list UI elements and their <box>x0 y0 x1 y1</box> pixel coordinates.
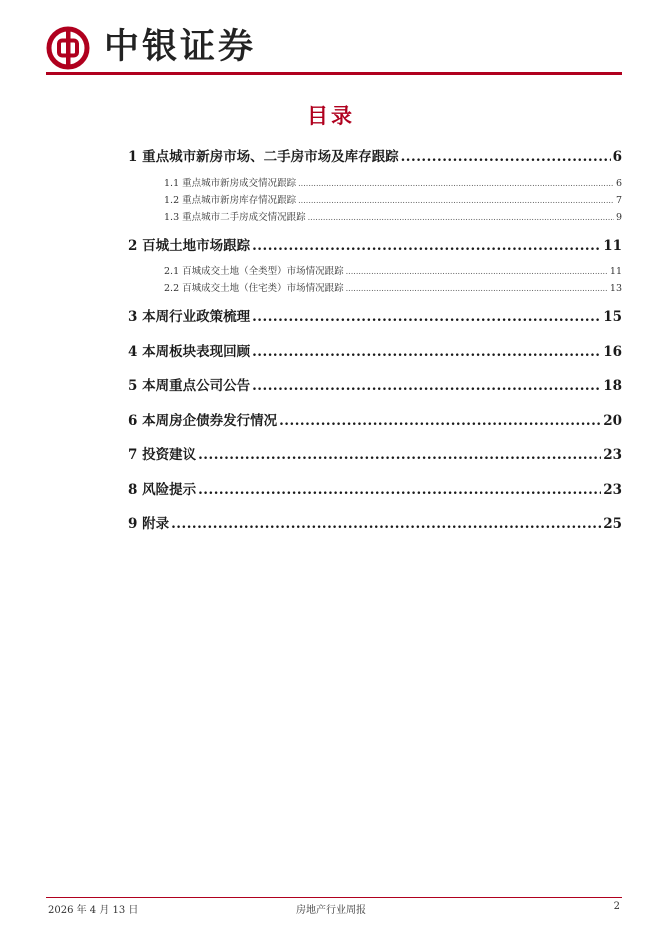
toc-leader <box>279 404 601 439</box>
toc-subentry[interactable] <box>128 263 622 280</box>
toc-entry-label: 4 本周板块表现回顾 <box>128 343 251 360</box>
toc-leader <box>252 300 601 335</box>
footer-page-number: 2 <box>613 901 620 912</box>
toc-subentry-label: 1.3 重点城市二手房成交情况跟踪 <box>164 211 306 223</box>
toc-subentry[interactable] <box>128 280 622 297</box>
toc-entry[interactable] <box>128 229 622 264</box>
header-divider <box>46 72 622 75</box>
toc-entry-label: 2 百城土地市场跟踪 <box>128 237 251 254</box>
toc-entry-label: 1 重点城市新房市场、二手房市场及库存跟踪 <box>128 149 399 165</box>
bank-of-china-logo-icon <box>46 26 90 70</box>
toc-subentry-page: 6 <box>615 177 622 189</box>
toc-leader <box>171 507 601 542</box>
toc-leader <box>298 175 614 192</box>
toc-subentry-page: 9 <box>615 211 622 223</box>
toc-entry-label: 8 风险提示 <box>128 481 197 498</box>
toc-leader <box>252 369 601 404</box>
footer-divider <box>46 897 622 898</box>
toc-entry-page: 20 <box>603 412 622 429</box>
toc-entry-page: 25 <box>603 516 622 532</box>
toc-entry[interactable] <box>128 300 622 335</box>
toc-leader <box>308 209 614 226</box>
footer-date: 2026 年 4 月 13 日 <box>48 905 139 916</box>
toc-entry-page: 11 <box>603 237 622 254</box>
toc-leader <box>198 473 601 508</box>
toc-entry[interactable] <box>128 335 622 370</box>
toc-subentry-page: 13 <box>609 283 622 294</box>
toc-entry[interactable] <box>128 507 622 542</box>
toc-subentry[interactable] <box>128 175 622 192</box>
toc-entry[interactable] <box>128 140 622 175</box>
toc-leader <box>346 280 608 297</box>
toc-entry-page: 15 <box>603 309 622 325</box>
page-header <box>46 24 622 76</box>
toc-subentry-label: 1.2 重点城市新房库存情况跟踪 <box>164 194 297 206</box>
toc-leader <box>346 263 608 280</box>
toc-entry-label: 9 附录 <box>128 516 170 532</box>
toc-subentry-label: 1.1 重点城市新房成交情况跟踪 <box>164 177 297 189</box>
toc-entry-label: 6 本周房企债券发行情况 <box>128 412 278 429</box>
toc-leader <box>401 140 611 175</box>
toc-subentry-page: 11 <box>609 266 622 277</box>
toc-entry-label: 3 本周行业政策梳理 <box>128 309 251 325</box>
table-of-contents <box>128 140 622 542</box>
footer-report-name: 房地产行业周报 <box>296 905 366 916</box>
toc-entry[interactable] <box>128 369 622 404</box>
toc-subentry-label: 2.2 百城成交土地（住宅类）市场情况跟踪 <box>164 283 344 294</box>
toc-leader <box>298 192 614 209</box>
toc-leader <box>252 229 601 264</box>
toc-subentry-page: 7 <box>615 194 622 206</box>
toc-entry-page: 18 <box>603 378 622 394</box>
toc-entry-page: 23 <box>603 447 622 463</box>
toc-leader <box>252 335 601 370</box>
toc-subentry[interactable] <box>128 192 622 209</box>
toc-entry-page: 23 <box>603 481 622 498</box>
toc-entry-page: 16 <box>603 343 622 360</box>
toc-entry-label: 5 本周重点公司公告 <box>128 378 251 394</box>
toc-entry-label: 7 投资建议 <box>128 447 197 463</box>
toc-subentry-label: 2.1 百城成交土地（全类型）市场情况跟踪 <box>164 266 344 277</box>
toc-leader <box>198 438 601 473</box>
toc-subentry[interactable] <box>128 209 622 226</box>
toc-entry[interactable] <box>128 404 622 439</box>
brand-name: 中银证券 <box>104 27 257 67</box>
toc-entry[interactable] <box>128 438 622 473</box>
toc-title: 目录 <box>307 104 355 128</box>
toc-entry-page: 6 <box>612 149 622 165</box>
toc-entry[interactable] <box>128 473 622 508</box>
